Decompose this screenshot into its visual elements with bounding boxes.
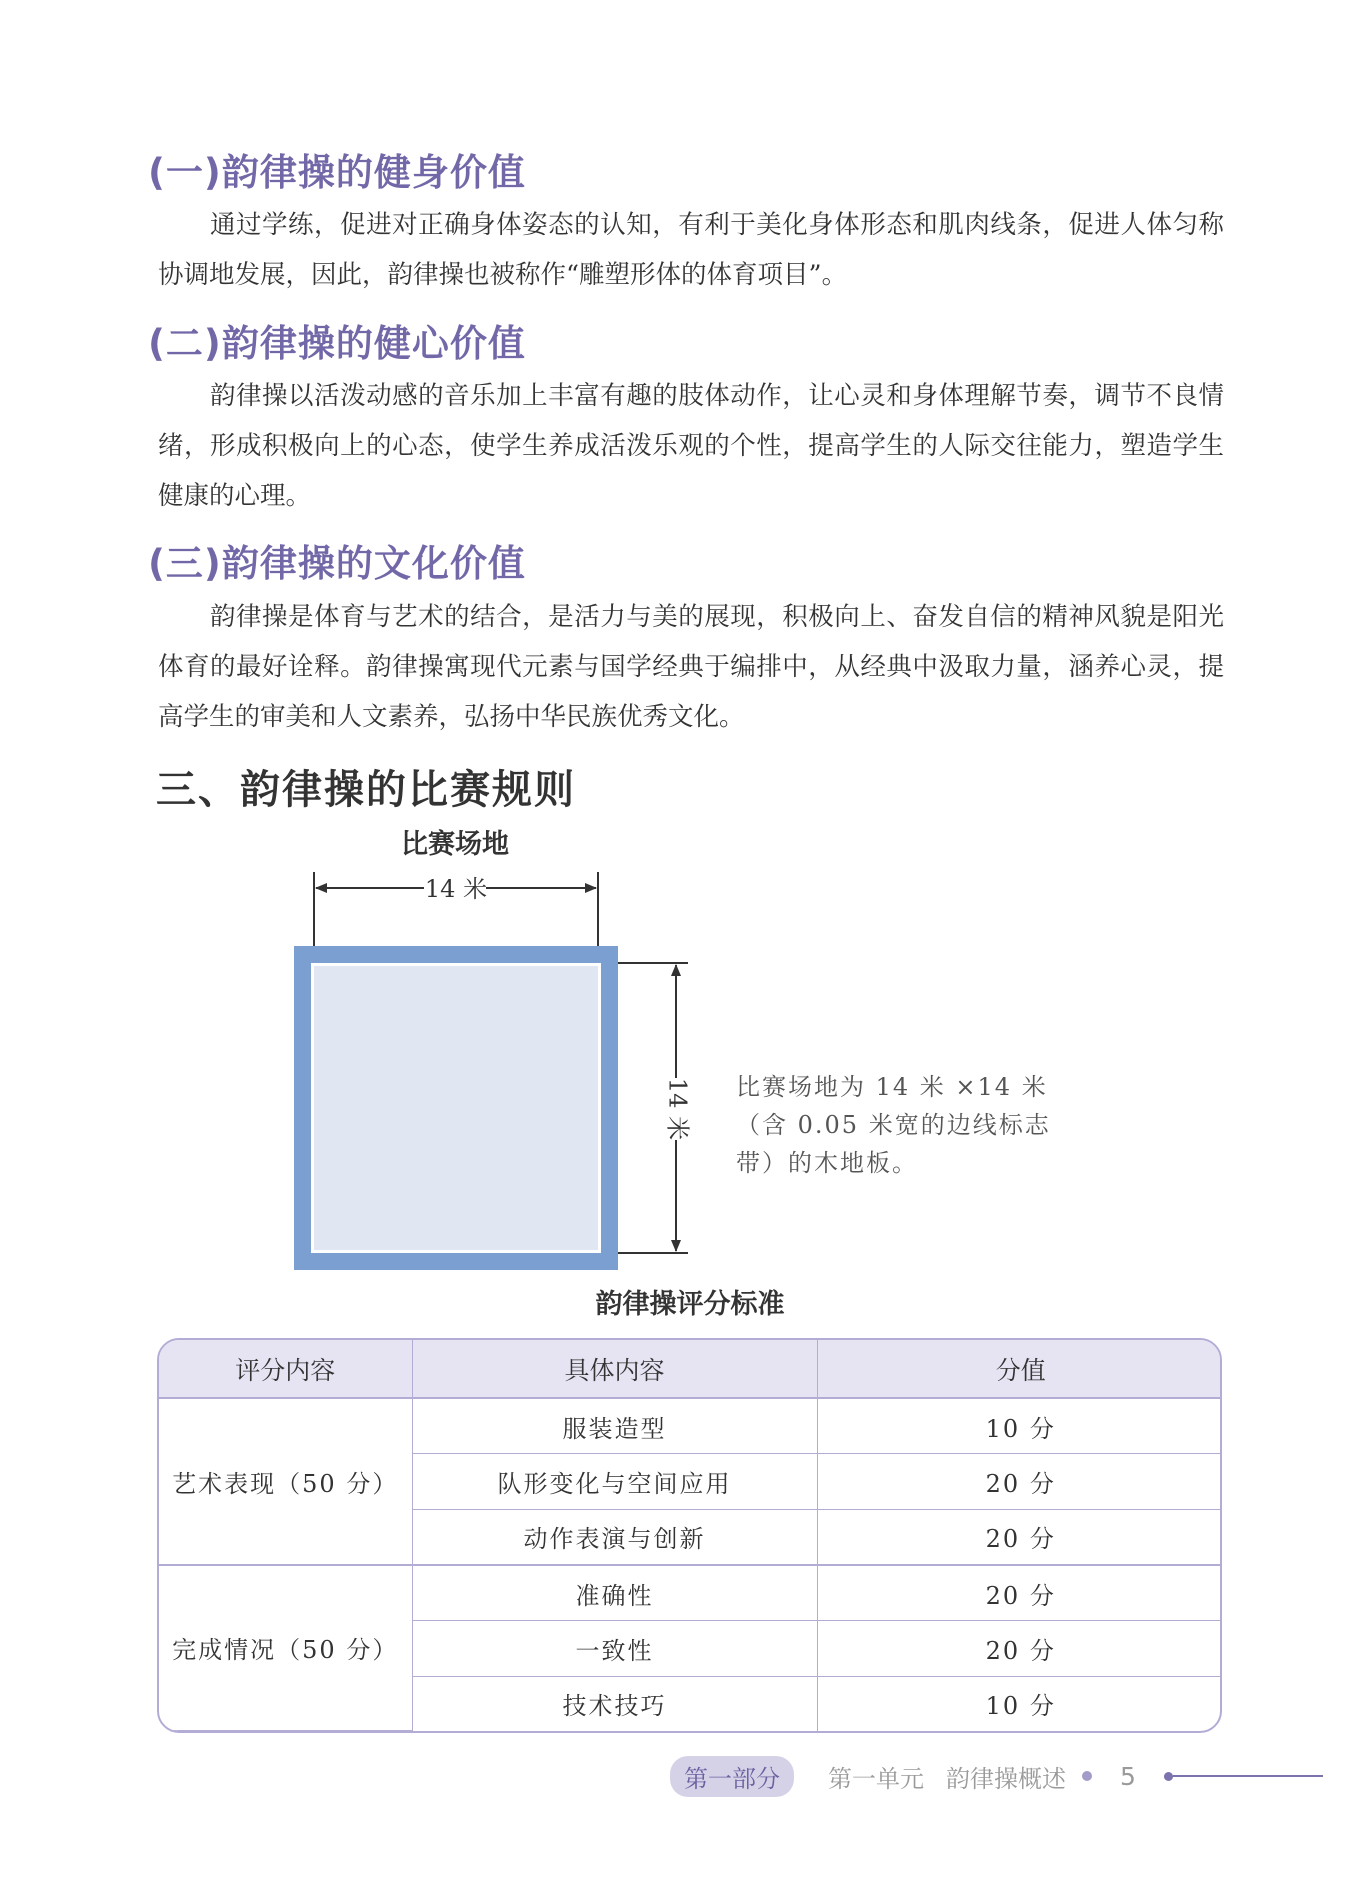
paragraph-mental: 韵律操以活泼动感的音乐加上丰富有趣的肢体动作，让心灵和身体理解节奏，调节不良情绪，形成积极向上的心态，使学生养成活泼乐观的个性，提高学生的人际交往能力，塑造学生健康的心理。: [158, 381, 1224, 511]
item-cell: 技术技巧: [412, 1676, 817, 1730]
table-header-row: [159, 1340, 1222, 1398]
category-cell: 完成情况（50 分）: [159, 1565, 412, 1731]
page-footer: [670, 1754, 1323, 1798]
subsection-heading-culture: (三)韵律操的文化价值: [148, 542, 526, 585]
item-cell: 动作表演与创新: [412, 1509, 817, 1565]
table-title: 韵律操评分标准: [595, 1289, 785, 1320]
figure-note: 比赛场地为 14 米 ×14 米（含 0.05 米宽的边线标志带）的木地板。: [736, 1073, 1051, 1177]
score-cell: 20 分: [817, 1454, 1222, 1509]
field-inner-area: [314, 966, 598, 1250]
footer-unit: 第一单元: [828, 1764, 924, 1793]
height-label: 14 米: [663, 1077, 692, 1141]
item-cell: 准确性: [412, 1565, 817, 1621]
item-cell: 服装造型: [412, 1398, 817, 1454]
scoring-table: [157, 1338, 1222, 1733]
paragraph-fitness: 通过学练，促进对正确身体姿态的认知，有利于美化身体形态和肌肉线条，促进人体匀称协调地发展，因此，韵律操也被称作“雕塑形体的体育项目”。: [158, 210, 1224, 290]
paragraph-culture: 韵律操是体育与艺术的结合，是活力与美的展现，积极向上、奋发自信的精神风貌是阳光体育的最好诠释。韵律操寓现代元素与国学经典于编排中，从经典中汲取力量，涵养心灵，提高学生的审美和人文素养，弘扬中华民族优秀文化。: [158, 602, 1224, 732]
table-row: [159, 1565, 1222, 1621]
footer-rule-dot-icon: [1164, 1772, 1173, 1781]
score-cell: 10 分: [985, 1692, 1056, 1720]
footer-part-tag: 第一部分: [670, 1756, 794, 1797]
score-cell: 10 分: [817, 1398, 1222, 1454]
score-cell: 20 分: [817, 1621, 1222, 1676]
section-heading-rules: 三、韵律操的比赛规则: [156, 767, 576, 813]
header-score: 分值: [817, 1340, 1222, 1398]
item-cell: 一致性: [412, 1621, 817, 1676]
width-label: 14 米: [424, 875, 488, 903]
item-cell: 队形变化与空间应用: [412, 1454, 817, 1509]
score-cell: 20 分: [817, 1565, 1222, 1621]
subsection-heading-mental: (二)韵律操的健心价值: [148, 322, 526, 365]
header-category: 评分内容: [159, 1340, 412, 1398]
footer-rule: [1173, 1775, 1323, 1777]
subsection-heading-fitness: (一)韵律操的健身价值: [148, 151, 526, 194]
footer-dot-icon: [1082, 1771, 1092, 1781]
table-row: [159, 1398, 1222, 1454]
page-number: 5: [1120, 1761, 1136, 1791]
figure-title: 比赛场地: [401, 829, 509, 860]
score-cell: 20 分: [817, 1509, 1222, 1565]
category-cell: 艺术表现（50 分）: [159, 1398, 412, 1565]
footer-chapter: 韵律操概述: [946, 1764, 1066, 1793]
header-item: 具体内容: [412, 1340, 817, 1398]
